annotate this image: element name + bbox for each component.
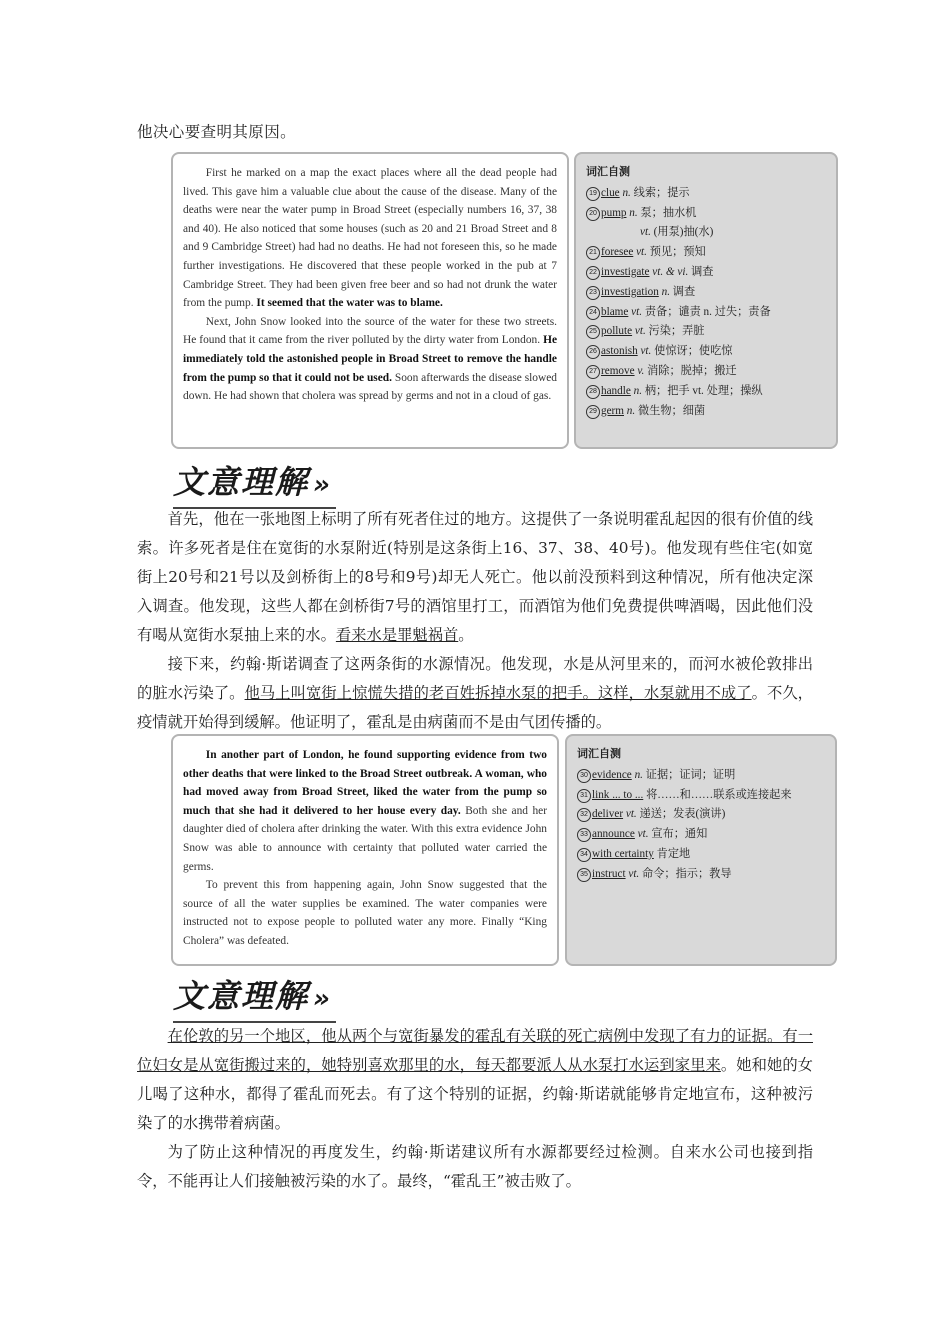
section-heading-2 <box>173 976 336 1023</box>
cn-text: 为了防止这种情况的再度发生，约翰·斯诺建议所有水源都要经过检测。自来水公司也接到指令，不能再让人们接触被污染的水了。最终，“霍乱王”被击败了。 <box>137 1143 813 1190</box>
vocab-definition: 消除；脱掉；搬迁 <box>647 364 737 377</box>
cn-text: 。不久，疫情就开始得到缓解。他证明了，霍乱是由病菌而不是由气团传播的。 <box>137 684 813 731</box>
vocab-definition: 使惊讶；使吃惊 <box>654 345 733 358</box>
vocab-item <box>577 805 825 825</box>
english-key-sentence: He immediately told the astonished people in Broad Street to remove the handle from the pump so that it could not be used. <box>183 334 557 384</box>
part-of-speech: vt. & vi. <box>652 265 689 278</box>
item-number-badge: 20 <box>586 207 600 221</box>
english-text: Both she and her daughter died of cholera after drinking the water. With this extra evidence John Snow was able to announce with certainty that polluted water carried the germs. <box>183 804 548 873</box>
vocab-word: evidence <box>592 768 632 781</box>
item-number-badge: 25 <box>586 325 600 339</box>
vocab-item <box>586 184 826 204</box>
section-heading-1 <box>173 462 336 509</box>
vocab-item <box>577 845 825 865</box>
english-paragraph-1 <box>183 164 557 313</box>
vocab-word: pollute <box>601 325 633 338</box>
vocab-item <box>586 382 826 402</box>
cn-text: 接下来，约翰·斯诺调查了这两条街的水源情况。他发现，水是从河里来的，而河水被伦敦排出的脏水污染了。 <box>137 655 813 702</box>
part-of-speech: n. <box>622 186 631 199</box>
vocab-item <box>577 865 825 885</box>
vocab-word: investigate <box>601 265 650 278</box>
part-of-speech: v. <box>637 364 645 377</box>
vocab-item <box>586 322 826 342</box>
chinese-translation-1 <box>137 505 813 737</box>
part-of-speech: vt. <box>640 226 651 239</box>
chinese-paragraph-3 <box>137 1022 813 1138</box>
cn-text: 。 <box>458 626 474 644</box>
vocab-word: pump <box>601 206 627 219</box>
vocab-definition: 肯定地 <box>656 847 691 860</box>
vocab-box-1 <box>574 152 838 449</box>
english-key-sentence: It seemed that the water was to blame. <box>256 297 443 310</box>
cn-key-sentence: 看来水是罪魁祸首 <box>335 626 459 644</box>
double-chevron-icon: » <box>313 470 328 500</box>
vocab-item <box>586 204 826 224</box>
item-number-badge: 34 <box>577 848 591 862</box>
vocab-definition: 污染；弄脏 <box>648 325 705 338</box>
vocab-title: 词汇自测 <box>577 747 621 760</box>
cn-key-sentence: 在伦敦的另一个地区，他从两个与宽街暴发的霍乱有关联的死亡病例中发现了有力的证据。有一位妇女是从宽街搬过来的，她特别喜欢那里的水，每天都要派人从水泵打水运到家里来 <box>137 1027 813 1074</box>
vocab-word: foresee <box>601 246 634 259</box>
heading-text: 文意理解 <box>173 463 310 501</box>
part-of-speech: n. <box>629 206 638 219</box>
item-number-badge: 33 <box>577 828 591 842</box>
vocab-definition: 证据；证词；证明 <box>645 768 736 781</box>
vocab-definition: 责备；谴责 n. 过失；责备 <box>644 305 771 318</box>
double-chevron-icon: » <box>313 984 328 1014</box>
vocab-item <box>586 362 826 382</box>
item-number-badge: 21 <box>586 246 600 260</box>
vocab-item <box>586 342 826 362</box>
english-paragraph-3 <box>183 746 547 876</box>
vocab-word: instruct <box>592 867 626 880</box>
item-number-badge: 24 <box>586 306 600 320</box>
english-paragraph-2 <box>183 313 557 406</box>
part-of-speech: n. <box>633 384 643 397</box>
item-number-badge: 22 <box>586 266 600 280</box>
chinese-paragraph-2 <box>137 650 813 737</box>
item-number-badge: 27 <box>586 365 600 379</box>
english-text: First he marked on a map the exact places where all the dead people had lived. This gave him a valuable clue about the cause of the disease. Many of the deaths were near the water pump in Broad Street (especially numbers 16, 37, 38 and 40). He also noticed that some houses (such as 20 and 21 Broad Street and 8 and 9 Cambridge Street) had had no deaths. He had not foreseen this, so he made further investigations. He discovered that these people worked in the pub at 7 Cambridge Street. They had been given free beer and so had not drunk the water from the pump. <box>183 167 557 310</box>
vocab-definition: (用泵)抽(水) <box>653 226 714 239</box>
intro-text: 他决心要查明其原因。 <box>137 123 297 141</box>
vocab-definition: 预见；预知 <box>649 246 706 259</box>
cn-text: 首先，他在一张地图上标明了所有死者住过的地方。这提供了一条说明霍乱起因的很有价值的线索。许多死者是住在宽街的水泵附近(特别是这条街上16、37、38、40号)。他发现有些住宅(如宽街上20号和21号以及剑桥街上的8号和9号)却无人死亡。他以前没预料到这种情况，所有他决定深入调查。他发现，这些人都在剑桥街7号的酒馆里打工，而酒馆为他们免费提供啤酒喝，因此他们没有喝从宽街水泵抽上来的水。 <box>137 510 813 644</box>
vocab-item <box>586 263 826 283</box>
vocab-definition: 线索；提示 <box>633 186 690 199</box>
vocab-word: handle <box>601 384 631 397</box>
english-text: To prevent this from happening again, John Snow suggested that the source of all the water supplies be examined. The water companies were instructed not to expose people to polluted water any more. Finally “King Cholera” was defeated. <box>183 879 547 947</box>
heading-text: 文意理解 <box>173 977 310 1015</box>
chinese-translation-2 <box>137 1022 813 1196</box>
vocab-definition: 将……和……联系或连接起来 <box>646 788 792 801</box>
part-of-speech: vt. <box>637 828 649 841</box>
item-number-badge: 26 <box>586 345 600 359</box>
part-of-speech: n. <box>634 768 643 781</box>
vocab-item <box>586 283 826 303</box>
part-of-speech: vt. <box>628 867 640 880</box>
vocab-definition: 微生物；细菌 <box>637 404 706 417</box>
item-number-badge: 28 <box>586 385 600 399</box>
vocab-definition: 调查 <box>672 285 696 298</box>
vocab-item <box>586 223 826 243</box>
vocab-item <box>577 766 825 786</box>
vocab-item <box>586 303 826 323</box>
vocab-item <box>586 402 826 422</box>
vocab-definition: 命令；指示；教导 <box>642 867 732 880</box>
part-of-speech: n. <box>626 404 636 417</box>
vocab-word: investigation <box>601 285 659 298</box>
vocab-word: clue <box>601 186 620 199</box>
vocab-box-2 <box>565 734 837 966</box>
item-number-badge: 29 <box>586 405 600 419</box>
part-of-speech: n. <box>661 285 670 298</box>
vocab-word: blame <box>601 305 629 318</box>
chinese-paragraph-1 <box>137 505 813 650</box>
vocab-word: link ... to ... <box>592 788 644 801</box>
item-number-badge: 35 <box>577 868 591 882</box>
cn-key-sentence: 他马上叫宽街上惊慌失措的老百姓拆掉水泵的把手。这样，水泵就用不成了 <box>244 684 752 702</box>
vocab-definition: 柄；把手 vt. 处理；操纵 <box>644 384 763 397</box>
cn-text: 。她和她的女儿喝了这种水，都得了霍乱而死去。有了这个特别的证据，约翰·斯诺就能够肯定地宣布，这种被污染了的水携带着病菌。 <box>137 1056 813 1132</box>
vocab-word: announce <box>592 828 635 841</box>
vocab-definition: 宣布；通知 <box>651 828 708 841</box>
vocab-word: remove <box>601 364 635 377</box>
english-paragraph-4 <box>183 876 547 950</box>
english-text: Soon afterwards the disease slowed down. He had shown that cholera was spread by germs and not in a cloud of gas. <box>183 371 557 403</box>
part-of-speech: vt. <box>634 325 646 338</box>
item-number-badge: 32 <box>577 808 591 822</box>
english-passage-box-1 <box>171 152 569 449</box>
part-of-speech: vt. <box>640 345 652 358</box>
vocab-word: germ <box>601 404 624 417</box>
english-key-sentence: In another part of London, he found supporting evidence from two other deaths that were linked to the Broad Street outbreak. A woman, who had moved away from Broad Street, liked the water from the pump so much that she had it delivered to her house every day. <box>183 749 547 817</box>
vocab-definition: 调查 <box>691 265 714 278</box>
chinese-paragraph-4 <box>137 1138 813 1196</box>
vocab-word: with certainty <box>592 847 654 860</box>
vocab-definition: 泵；抽水机 <box>640 206 697 219</box>
vocab-definition: 递送；发表(演讲) <box>639 808 726 821</box>
item-number-badge: 31 <box>577 789 591 803</box>
vocab-title: 词汇自测 <box>586 165 630 178</box>
item-number-badge: 23 <box>586 286 600 300</box>
vocab-word: astonish <box>601 345 638 358</box>
english-passage-box-2 <box>171 734 559 966</box>
english-text: Next, John Snow looked into the source of the water for these two streets. He found that it came from the river polluted by the dirty water from London. <box>183 315 557 347</box>
part-of-speech: vt. <box>636 246 647 259</box>
item-number-badge: 30 <box>577 769 591 783</box>
vocab-item <box>577 786 825 806</box>
item-number-badge: 19 <box>586 187 600 201</box>
part-of-speech: vt. <box>625 808 637 821</box>
part-of-speech: vt. <box>631 305 643 318</box>
vocab-item <box>577 825 825 845</box>
vocab-item <box>586 243 826 263</box>
vocab-word: deliver <box>592 808 624 821</box>
